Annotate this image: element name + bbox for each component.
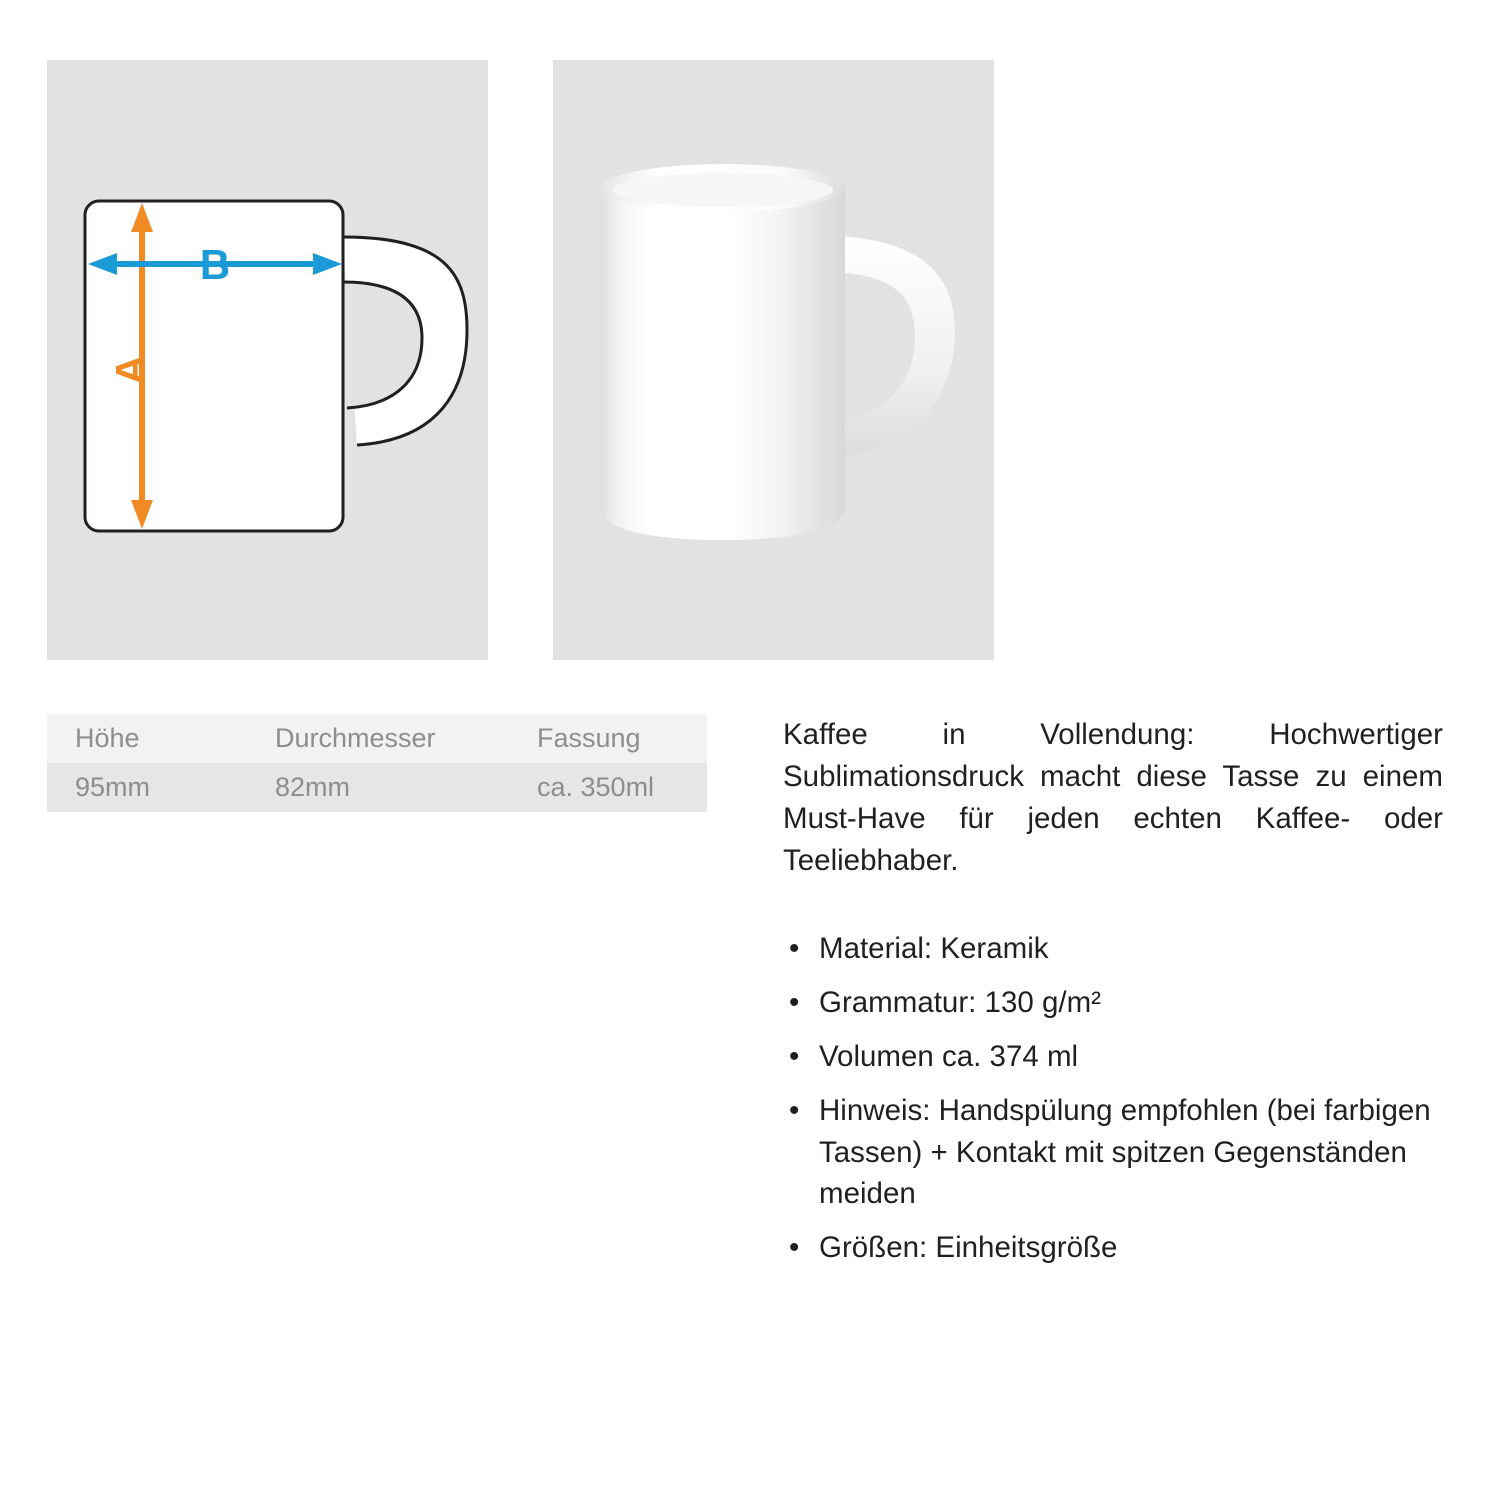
cell-height: 95mm [75, 772, 151, 802]
product-feature-list [783, 928, 1443, 1269]
schematic-drawing [47, 60, 488, 660]
list-item: • Grammatur: 130 g/m² [783, 982, 1443, 1023]
diameter-dimension-label: B [199, 241, 231, 288]
list-item: • Hinweis: Handspülung empfohlen (bei farbigen Tassen) + Kontakt mit spitzen Gegenständen meiden [783, 1090, 1443, 1214]
mug-rim-inner [613, 173, 833, 207]
mug-photo-illustration [553, 60, 994, 660]
mug-body [601, 188, 845, 540]
cell-capacity: ca. 350ml [537, 772, 655, 802]
column-header-capacity: Fassung [537, 723, 641, 753]
product-description [783, 714, 1443, 1282]
mug-product-photo-panel [553, 60, 994, 660]
height-dimension-label: A [107, 354, 154, 386]
column-header-height: Höhe [75, 723, 140, 753]
table-row [47, 763, 707, 812]
table-header-row [47, 714, 707, 763]
mug-handle [829, 236, 955, 458]
list-item: • Volumen ca. 374 ml [783, 1036, 1443, 1077]
mug-dimension-schematic-panel [47, 60, 488, 660]
list-item: • Material: Keramik [783, 928, 1443, 969]
column-header-diameter: Durchmesser [275, 723, 436, 753]
description-intro: Kaffee in Vollendung: Hochwertiger Sublimationsdruck macht diese Tasse zu einem Must-Have für jeden echten Kaffee- oder Teeliebhaber. [783, 718, 1443, 877]
mug-specification-table [47, 714, 707, 812]
list-item: • Größen: Einheitsgröße [783, 1227, 1443, 1268]
cell-diameter: 82mm [275, 772, 351, 802]
